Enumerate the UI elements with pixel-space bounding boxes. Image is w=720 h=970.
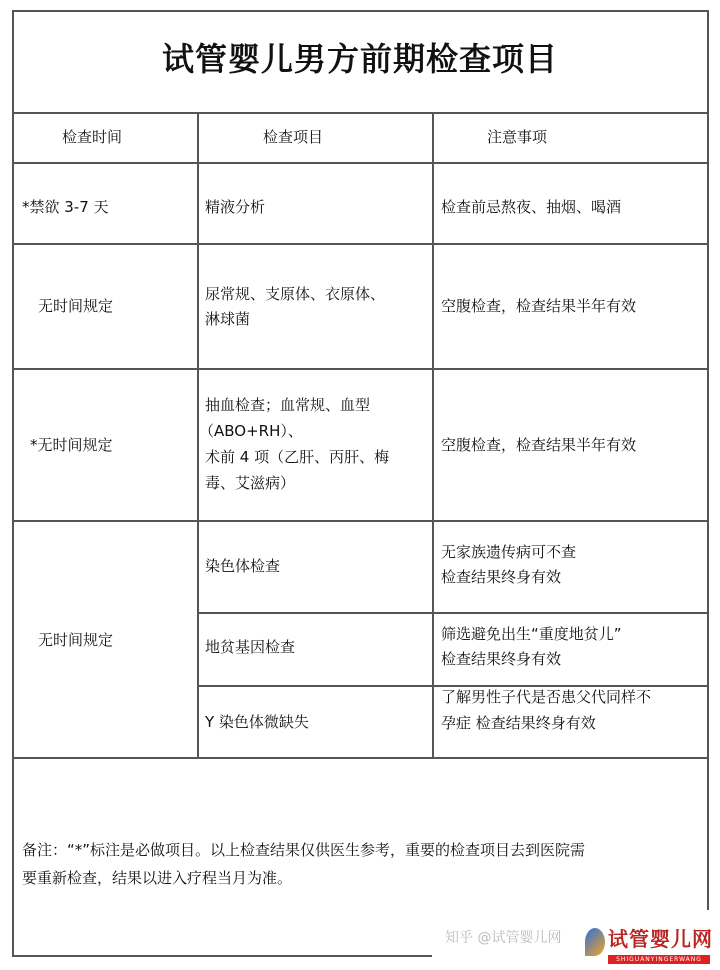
row-divider: [12, 757, 708, 759]
row-divider: [12, 368, 708, 370]
row-divider: [197, 612, 708, 614]
cell-notes: 空腹检查，检查结果半年有效: [441, 436, 637, 454]
watermark: 知乎 @试管婴儿网: [445, 930, 562, 946]
logo-subtitle: SHIGUANYINGERWANG: [608, 955, 710, 964]
cell-item: Y 染色体微缺失: [205, 713, 309, 731]
cell-item: （ABO+RH）、: [199, 422, 303, 440]
logo-icon: [585, 928, 605, 956]
cell-item: 精液分析: [205, 198, 266, 216]
remark-line: 要重新检查，结果以进入疗程当月为准。: [22, 869, 293, 887]
header-notes: 注意事项: [487, 128, 548, 146]
cell-time: 无时间规定: [38, 297, 114, 315]
cell-notes: 检查前忌熬夜、抽烟、喝酒: [441, 198, 622, 216]
cell-item: 淋球菌: [205, 310, 251, 328]
cell-time: 无时间规定: [38, 631, 114, 649]
cell-notes: 筛选避免出生“重度地贫儿”: [441, 625, 622, 643]
cell-notes: 空腹检查，检查结果半年有效: [441, 297, 637, 315]
logo-name: 试管婴儿网: [608, 927, 713, 951]
cell-item: 尿常规、支原体、衣原体、: [205, 285, 386, 303]
cell-item: 染色体检查: [205, 557, 281, 575]
cell-item: 抽血检查；血常规、血型: [205, 396, 371, 414]
cell-notes: 检查结果终身有效: [441, 650, 562, 668]
cell-time: *无时间规定: [30, 436, 113, 454]
cell-notes: 检查结果终身有效: [441, 568, 562, 586]
page-title: 试管婴儿男方前期检查项目: [161, 40, 558, 78]
site-logo: [585, 924, 715, 968]
remark-line: 备注：“*”标注是必做项目。以上检查结果仅供医生参考，重要的检查项目去到医院需: [22, 841, 586, 859]
row-divider: [12, 112, 708, 114]
cell-item: 地贫基因检查: [205, 638, 296, 656]
header-item: 检查项目: [263, 128, 324, 146]
cell-notes: 孕症 检查结果终身有效: [441, 714, 596, 732]
cell-notes: 了解男性子代是否患父代同样不: [441, 688, 652, 706]
cell-item: 毒、艾滋病）: [205, 474, 296, 492]
col-divider: [432, 112, 434, 758]
cell-time: *禁欲 3-7 天: [22, 198, 109, 216]
table-border-left: [12, 10, 14, 956]
row-divider: [12, 520, 708, 522]
table-border-top: [12, 10, 709, 12]
cell-notes: 无家族遗传病可不查: [441, 543, 577, 561]
table-border-bottom: [12, 955, 432, 957]
cell-item: 术前 4 项（乙肝、丙肝、梅: [205, 448, 390, 466]
header-time: 检查时间: [62, 128, 123, 146]
table-border-right: [707, 10, 709, 910]
row-divider: [12, 162, 708, 164]
row-divider: [12, 243, 708, 245]
